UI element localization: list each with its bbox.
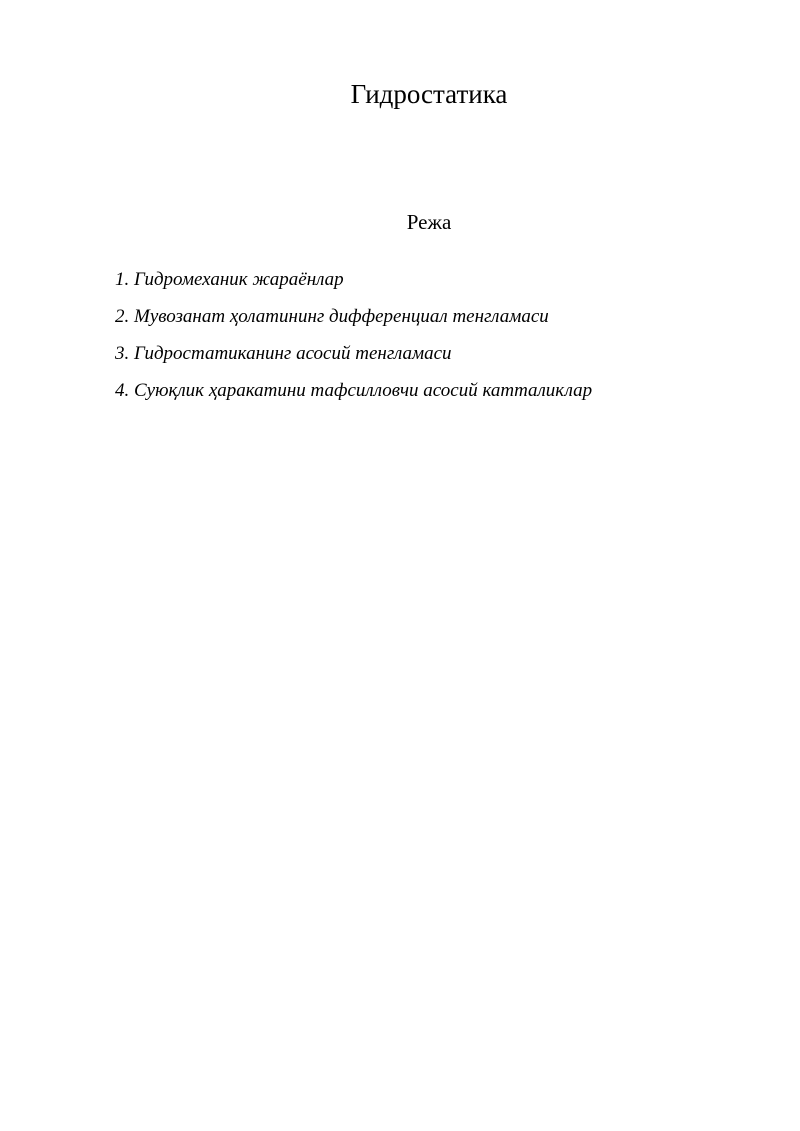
plan-item-1: 1. Гидромеханик жараёнлар xyxy=(115,269,344,290)
document-title: Гидростатика xyxy=(350,79,508,109)
plan-heading: Режа xyxy=(406,210,452,234)
plan-item-2: 2. Мувозанат ҳолатининг дифференциал тенгламаси xyxy=(115,306,549,327)
plan-item-4: 4. Суюқлик ҳаракатини тафсилловчи асосий катталиклар xyxy=(115,380,593,401)
plan-item-3: 3. Гидростатиканинг асосий тенгламаси xyxy=(115,343,452,364)
plan-list xyxy=(115,266,592,414)
